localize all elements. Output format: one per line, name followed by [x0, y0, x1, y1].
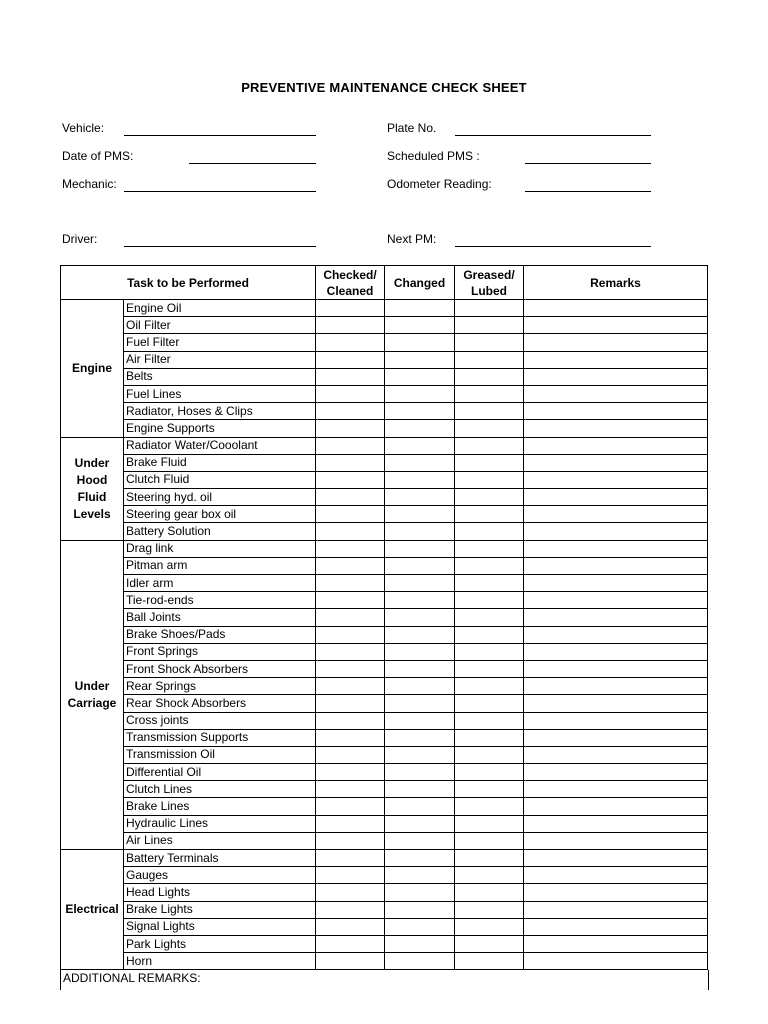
scheduled-pms-input-line[interactable]	[525, 163, 651, 164]
remarks-cell[interactable]	[524, 471, 708, 488]
header-checked-line1: Checked/	[323, 267, 377, 282]
changed-cell[interactable]	[385, 695, 455, 712]
greased-cell[interactable]	[455, 489, 524, 506]
greased-cell[interactable]	[455, 798, 524, 815]
checked-cell[interactable]	[316, 764, 385, 781]
table-row	[61, 695, 708, 712]
changed-cell[interactable]	[385, 540, 455, 557]
task-name: Brake Shoes/Pads	[124, 626, 316, 643]
driver-input-line[interactable]	[124, 246, 316, 247]
table-row	[61, 506, 708, 523]
group-label	[61, 540, 124, 849]
remarks-cell[interactable]	[524, 523, 708, 540]
remarks-cell[interactable]	[524, 832, 708, 849]
table-row	[61, 867, 708, 884]
greased-cell[interactable]	[455, 540, 524, 557]
table-row	[61, 540, 708, 557]
greased-cell[interactable]	[455, 746, 524, 763]
remarks-cell[interactable]	[524, 678, 708, 695]
checked-cell[interactable]	[316, 867, 385, 884]
table-row	[61, 798, 708, 815]
table-row	[61, 317, 708, 334]
date-of-pms-input-line[interactable]	[189, 163, 316, 164]
table-row	[61, 575, 708, 592]
remarks-cell[interactable]	[524, 368, 708, 385]
checked-cell[interactable]	[316, 300, 385, 317]
odometer-label: Odometer Reading:	[387, 177, 492, 191]
changed-cell[interactable]	[385, 918, 455, 935]
checked-cell[interactable]	[316, 317, 385, 334]
checked-cell[interactable]	[316, 385, 385, 402]
table-row	[61, 850, 708, 867]
remarks-cell[interactable]	[524, 867, 708, 884]
changed-cell[interactable]	[385, 935, 455, 952]
greased-cell[interactable]	[455, 575, 524, 592]
header-remarks: Remarks	[524, 266, 708, 300]
remarks-cell[interactable]	[524, 643, 708, 660]
changed-cell[interactable]	[385, 764, 455, 781]
checked-cell[interactable]	[316, 746, 385, 763]
changed-cell[interactable]	[385, 575, 455, 592]
remarks-cell[interactable]	[524, 953, 708, 970]
checked-cell[interactable]	[316, 557, 385, 574]
task-name: Idler arm	[124, 575, 316, 592]
task-name: Clutch Fluid	[124, 471, 316, 488]
checked-cell[interactable]	[316, 506, 385, 523]
table-row	[61, 815, 708, 832]
remarks-cell[interactable]	[524, 575, 708, 592]
changed-cell[interactable]	[385, 557, 455, 574]
changed-cell[interactable]	[385, 334, 455, 351]
greased-cell[interactable]	[455, 850, 524, 867]
header-greased	[455, 266, 524, 300]
page-title: PREVENTIVE MAINTENANCE CHECK SHEET	[241, 80, 527, 95]
table-row	[61, 403, 708, 420]
mechanic-input-line[interactable]	[124, 191, 316, 192]
checklist-table	[60, 265, 708, 970]
checked-cell[interactable]	[316, 660, 385, 677]
checked-cell[interactable]	[316, 918, 385, 935]
task-name: Belts	[124, 368, 316, 385]
table-row	[61, 781, 708, 798]
checked-cell[interactable]	[316, 592, 385, 609]
checked-cell[interactable]	[316, 953, 385, 970]
task-name: Drag link	[124, 540, 316, 557]
vehicle-label: Vehicle:	[62, 121, 105, 135]
changed-cell[interactable]	[385, 832, 455, 849]
task-name: Park Lights	[124, 935, 316, 952]
table-row	[61, 454, 708, 471]
checked-cell[interactable]	[316, 609, 385, 626]
checked-cell[interactable]	[316, 678, 385, 695]
table-row	[61, 523, 708, 540]
changed-cell[interactable]	[385, 454, 455, 471]
greased-cell[interactable]	[455, 884, 524, 901]
remarks-cell[interactable]	[524, 729, 708, 746]
checked-cell[interactable]	[316, 454, 385, 471]
greased-cell[interactable]	[455, 953, 524, 970]
next-pm-input-line[interactable]	[455, 246, 651, 247]
table-row	[61, 420, 708, 437]
greased-cell[interactable]	[455, 300, 524, 317]
task-name: Front Springs	[124, 643, 316, 660]
greased-cell[interactable]	[455, 935, 524, 952]
greased-cell[interactable]	[455, 660, 524, 677]
plate-no-input-line[interactable]	[455, 135, 651, 136]
remarks-cell[interactable]	[524, 609, 708, 626]
table-row	[61, 953, 708, 970]
changed-cell[interactable]	[385, 850, 455, 867]
table-row	[61, 334, 708, 351]
task-name: Tie-rod-ends	[124, 592, 316, 609]
changed-cell[interactable]	[385, 609, 455, 626]
task-name: Transmission Supports	[124, 729, 316, 746]
table-row	[61, 764, 708, 781]
greased-cell[interactable]	[455, 901, 524, 918]
task-name: Brake Lights	[124, 901, 316, 918]
header-greased-line2: Lubed	[471, 283, 507, 298]
next-pm-label: Next PM:	[387, 232, 437, 246]
task-name: Battery Terminals	[124, 850, 316, 867]
remarks-cell[interactable]	[524, 901, 708, 918]
greased-cell[interactable]	[455, 695, 524, 712]
remarks-cell[interactable]	[524, 385, 708, 402]
group-label-line: Electrical	[65, 902, 119, 917]
header-greased-line1: Greased/	[463, 267, 515, 282]
changed-cell[interactable]	[385, 626, 455, 643]
changed-cell[interactable]	[385, 506, 455, 523]
greased-cell[interactable]	[455, 764, 524, 781]
group-label-line: Under	[74, 678, 110, 693]
table-row	[61, 901, 708, 918]
task-name: Fuel Filter	[124, 334, 316, 351]
table-row	[61, 489, 708, 506]
task-name: Cross joints	[124, 712, 316, 729]
changed-cell[interactable]	[385, 901, 455, 918]
greased-cell[interactable]	[455, 523, 524, 540]
checked-cell[interactable]	[316, 540, 385, 557]
changed-cell[interactable]	[385, 867, 455, 884]
greased-cell[interactable]	[455, 385, 524, 402]
checked-cell[interactable]	[316, 935, 385, 952]
task-name: Steering hyd. oil	[124, 489, 316, 506]
changed-cell[interactable]	[385, 592, 455, 609]
remarks-cell[interactable]	[524, 746, 708, 763]
checked-cell[interactable]	[316, 489, 385, 506]
changed-cell[interactable]	[385, 798, 455, 815]
group-label-line: Levels	[73, 506, 111, 521]
checked-cell[interactable]	[316, 850, 385, 867]
task-name: Radiator, Hoses & Clips	[124, 403, 316, 420]
remarks-cell[interactable]	[524, 918, 708, 935]
greased-cell[interactable]	[455, 918, 524, 935]
table-row	[61, 626, 708, 643]
remarks-cell[interactable]	[524, 351, 708, 368]
plate-no-label: Plate No.	[387, 121, 437, 135]
checked-cell[interactable]	[316, 901, 385, 918]
changed-cell[interactable]	[385, 643, 455, 660]
task-name: Brake Lines	[124, 798, 316, 815]
greased-cell[interactable]	[455, 832, 524, 849]
checked-cell[interactable]	[316, 695, 385, 712]
greased-cell[interactable]	[455, 781, 524, 798]
remarks-cell[interactable]	[524, 489, 708, 506]
remarks-cell[interactable]	[524, 557, 708, 574]
task-name: Horn	[124, 953, 316, 970]
remarks-cell[interactable]	[524, 712, 708, 729]
changed-cell[interactable]	[385, 471, 455, 488]
greased-cell[interactable]	[455, 643, 524, 660]
greased-cell[interactable]	[455, 815, 524, 832]
remarks-cell[interactable]	[524, 764, 708, 781]
changed-cell[interactable]	[385, 953, 455, 970]
date-of-pms-label: Date of PMS:	[62, 149, 134, 163]
table-row	[61, 643, 708, 660]
task-name: Engine Oil	[124, 300, 316, 317]
remarks-cell[interactable]	[524, 454, 708, 471]
remarks-cell[interactable]	[524, 781, 708, 798]
task-name: Air Filter	[124, 351, 316, 368]
changed-cell[interactable]	[385, 712, 455, 729]
checked-cell[interactable]	[316, 781, 385, 798]
remarks-cell[interactable]	[524, 695, 708, 712]
greased-cell[interactable]	[455, 317, 524, 334]
greased-cell[interactable]	[455, 471, 524, 488]
table-row	[61, 609, 708, 626]
group-label	[61, 300, 124, 438]
task-name: Hydraulic Lines	[124, 815, 316, 832]
changed-cell[interactable]	[385, 781, 455, 798]
table-row	[61, 471, 708, 488]
checked-cell[interactable]	[316, 798, 385, 815]
checked-cell[interactable]	[316, 832, 385, 849]
vehicle-input-line[interactable]	[124, 135, 316, 136]
greased-cell[interactable]	[455, 712, 524, 729]
task-name: Rear Shock Absorbers	[124, 695, 316, 712]
checked-cell[interactable]	[316, 334, 385, 351]
table-row	[61, 884, 708, 901]
header-changed: Changed	[385, 266, 455, 300]
group-label-line: Carriage	[67, 695, 117, 710]
remarks-cell[interactable]	[524, 815, 708, 832]
changed-cell[interactable]	[385, 351, 455, 368]
checked-cell[interactable]	[316, 575, 385, 592]
remarks-cell[interactable]	[524, 798, 708, 815]
greased-cell[interactable]	[455, 454, 524, 471]
greased-cell[interactable]	[455, 403, 524, 420]
task-name: Engine Supports	[124, 420, 316, 437]
task-name: Differential Oil	[124, 764, 316, 781]
greased-cell[interactable]	[455, 420, 524, 437]
checked-cell[interactable]	[316, 437, 385, 454]
changed-cell[interactable]	[385, 815, 455, 832]
task-name: Head Lights	[124, 884, 316, 901]
changed-cell[interactable]	[385, 884, 455, 901]
group-label	[61, 437, 124, 540]
greased-cell[interactable]	[455, 334, 524, 351]
table-row	[61, 678, 708, 695]
task-name: Gauges	[124, 867, 316, 884]
greased-cell[interactable]	[455, 368, 524, 385]
table-row	[61, 660, 708, 677]
table-row	[61, 832, 708, 849]
task-name: Signal Lights	[124, 918, 316, 935]
task-name: Battery Solution	[124, 523, 316, 540]
task-name: Air Lines	[124, 832, 316, 849]
changed-cell[interactable]	[385, 523, 455, 540]
additional-remarks-area[interactable]	[60, 970, 709, 990]
greased-cell[interactable]	[455, 609, 524, 626]
remarks-cell[interactable]	[524, 626, 708, 643]
checklist-body	[61, 300, 708, 970]
remarks-cell[interactable]	[524, 420, 708, 437]
table-row	[61, 557, 708, 574]
changed-cell[interactable]	[385, 746, 455, 763]
greased-cell[interactable]	[455, 437, 524, 454]
remarks-cell[interactable]	[524, 884, 708, 901]
changed-cell[interactable]	[385, 489, 455, 506]
task-name: Clutch Lines	[124, 781, 316, 798]
remarks-cell[interactable]	[524, 592, 708, 609]
task-name: Transmission Oil	[124, 746, 316, 763]
greased-cell[interactable]	[455, 867, 524, 884]
header-checked-line2: Cleaned	[326, 283, 374, 298]
table-row	[61, 729, 708, 746]
odometer-input-line[interactable]	[525, 191, 651, 192]
checked-cell[interactable]	[316, 643, 385, 660]
group-label-line: Hood	[76, 472, 108, 487]
task-name: Radiator Water/Cooolant	[124, 437, 316, 454]
changed-cell[interactable]	[385, 678, 455, 695]
task-name: Steering gear box oil	[124, 506, 316, 523]
remarks-cell[interactable]	[524, 540, 708, 557]
task-name: Oil Filter	[124, 317, 316, 334]
greased-cell[interactable]	[455, 729, 524, 746]
checked-cell[interactable]	[316, 626, 385, 643]
checked-cell[interactable]	[316, 523, 385, 540]
remarks-cell[interactable]	[524, 437, 708, 454]
table-row	[61, 712, 708, 729]
remarks-cell[interactable]	[524, 300, 708, 317]
checked-cell[interactable]	[316, 368, 385, 385]
table-row	[61, 746, 708, 763]
greased-cell[interactable]	[455, 678, 524, 695]
checked-cell[interactable]	[316, 403, 385, 420]
driver-label: Driver:	[62, 232, 98, 246]
group-label-line: Fluid	[77, 489, 107, 504]
checked-cell[interactable]	[316, 815, 385, 832]
changed-cell[interactable]	[385, 368, 455, 385]
remarks-cell[interactable]	[524, 506, 708, 523]
group-label-line: Engine	[71, 360, 112, 375]
changed-cell[interactable]	[385, 437, 455, 454]
task-name: Brake Fluid	[124, 454, 316, 471]
task-name: Fuel Lines	[124, 385, 316, 402]
remarks-cell[interactable]	[524, 850, 708, 867]
changed-cell[interactable]	[385, 660, 455, 677]
checked-cell[interactable]	[316, 712, 385, 729]
table-header-row	[61, 266, 708, 300]
remarks-cell[interactable]	[524, 403, 708, 420]
changed-cell[interactable]	[385, 385, 455, 402]
greased-cell[interactable]	[455, 557, 524, 574]
scheduled-pms-label: Scheduled PMS :	[387, 149, 480, 163]
checked-cell[interactable]	[316, 729, 385, 746]
changed-cell[interactable]	[385, 729, 455, 746]
table-row	[61, 918, 708, 935]
checked-cell[interactable]	[316, 351, 385, 368]
task-name: Pitman arm	[124, 557, 316, 574]
header-checked	[316, 266, 385, 300]
task-name: Front Shock Absorbers	[124, 660, 316, 677]
table-row	[61, 368, 708, 385]
table-row	[61, 592, 708, 609]
table-row	[61, 300, 708, 317]
table-row	[61, 385, 708, 402]
checked-cell[interactable]	[316, 471, 385, 488]
table-row	[61, 437, 708, 454]
remarks-cell[interactable]	[524, 334, 708, 351]
greased-cell[interactable]	[455, 626, 524, 643]
changed-cell[interactable]	[385, 300, 455, 317]
header-task: Task to be Performed	[61, 266, 316, 300]
remarks-cell[interactable]	[524, 660, 708, 677]
remarks-cell[interactable]	[524, 935, 708, 952]
checked-cell[interactable]	[316, 420, 385, 437]
greased-cell[interactable]	[455, 506, 524, 523]
additional-remarks-label: ADDITIONAL REMARKS:	[63, 971, 201, 985]
task-name: Ball Joints	[124, 609, 316, 626]
task-name: Rear Springs	[124, 678, 316, 695]
greased-cell[interactable]	[455, 592, 524, 609]
table-row	[61, 351, 708, 368]
group-label	[61, 850, 124, 970]
changed-cell[interactable]	[385, 317, 455, 334]
group-label-line: Under	[74, 455, 110, 470]
changed-cell[interactable]	[385, 420, 455, 437]
remarks-cell[interactable]	[524, 317, 708, 334]
mechanic-label: Mechanic:	[62, 177, 117, 191]
changed-cell[interactable]	[385, 403, 455, 420]
checked-cell[interactable]	[316, 884, 385, 901]
greased-cell[interactable]	[455, 351, 524, 368]
table-row	[61, 935, 708, 952]
